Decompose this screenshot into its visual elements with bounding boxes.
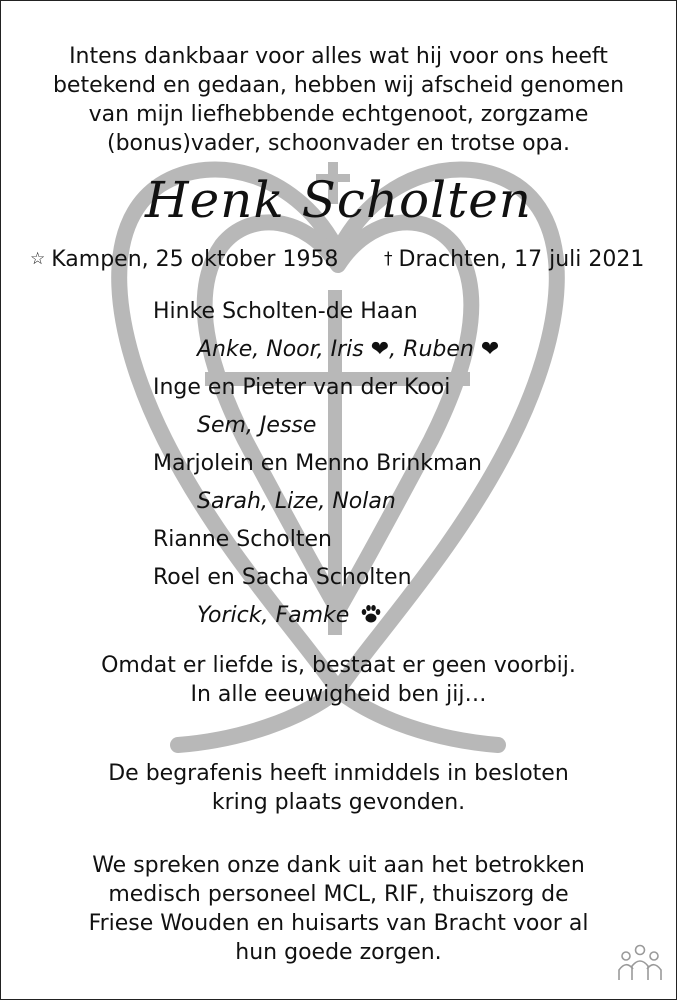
deceased-name: Henk Scholten <box>144 171 533 229</box>
grandchildren <box>197 601 382 630</box>
funeral-notice <box>0 759 677 817</box>
dagger-icon: † <box>384 249 393 269</box>
grandchildren: Anke, Noor, Iris ❤, Ruben ❤ <box>197 337 500 362</box>
grandchildren: Sem, Jesse <box>197 413 317 438</box>
death-date <box>384 245 644 274</box>
funeral-line: De begrafenis heeft inmiddels in besloten <box>108 761 569 786</box>
family-member: Inge en Pieter van der Kooi <box>153 375 451 400</box>
star-icon: ☆ <box>30 249 46 269</box>
intro-line: Intens dankbaar voor alles wat hij voor ons heeft <box>69 44 608 69</box>
intro-line: van mijn liefhebbende echtgenoot, zorgzame <box>88 102 589 127</box>
thanks-line: We spreken onze dank uit aan het betrokken <box>92 853 585 878</box>
paw-print-icon <box>360 604 382 624</box>
intro-line: betekend en gedaan, hebben wij afscheid genomen <box>52 73 625 98</box>
family-member: Hinke Scholten-de Haan <box>153 299 418 324</box>
thanks-text <box>0 851 677 967</box>
thanks-line: hun goede zorgen. <box>235 940 442 965</box>
thanks-line: Friese Wouden en huisarts van Bracht voor al <box>88 911 589 936</box>
death-date-text: Drachten, 17 juli 2021 <box>398 247 645 272</box>
family-member: Rianne Scholten <box>153 527 332 552</box>
birth-date-text: Kampen, 25 oktober 1958 <box>51 247 339 272</box>
people-group-icon <box>617 942 663 982</box>
birth-date <box>30 245 338 274</box>
intro-line: (bonus)vader, schoonvader en trotse opa. <box>106 131 570 156</box>
intro-text <box>0 42 677 158</box>
family-member: Roel en Sacha Scholten <box>153 565 412 590</box>
quote-line: In alle eeuwigheid ben jij… <box>190 682 487 707</box>
family-member: Marjolein en Menno Brinkman <box>153 451 482 476</box>
quote-text <box>0 651 677 709</box>
grandchildren: Sarah, Lize, Nolan <box>197 489 396 514</box>
funeral-line: kring plaats gevonden. <box>211 790 466 815</box>
quote-line: Omdat er liefde is, bestaat er geen voorbij. <box>101 653 576 678</box>
grandchildren-names: Yorick, Famke <box>197 603 350 628</box>
thanks-line: medisch personeel MCL, RIF, thuiszorg de <box>108 882 569 907</box>
